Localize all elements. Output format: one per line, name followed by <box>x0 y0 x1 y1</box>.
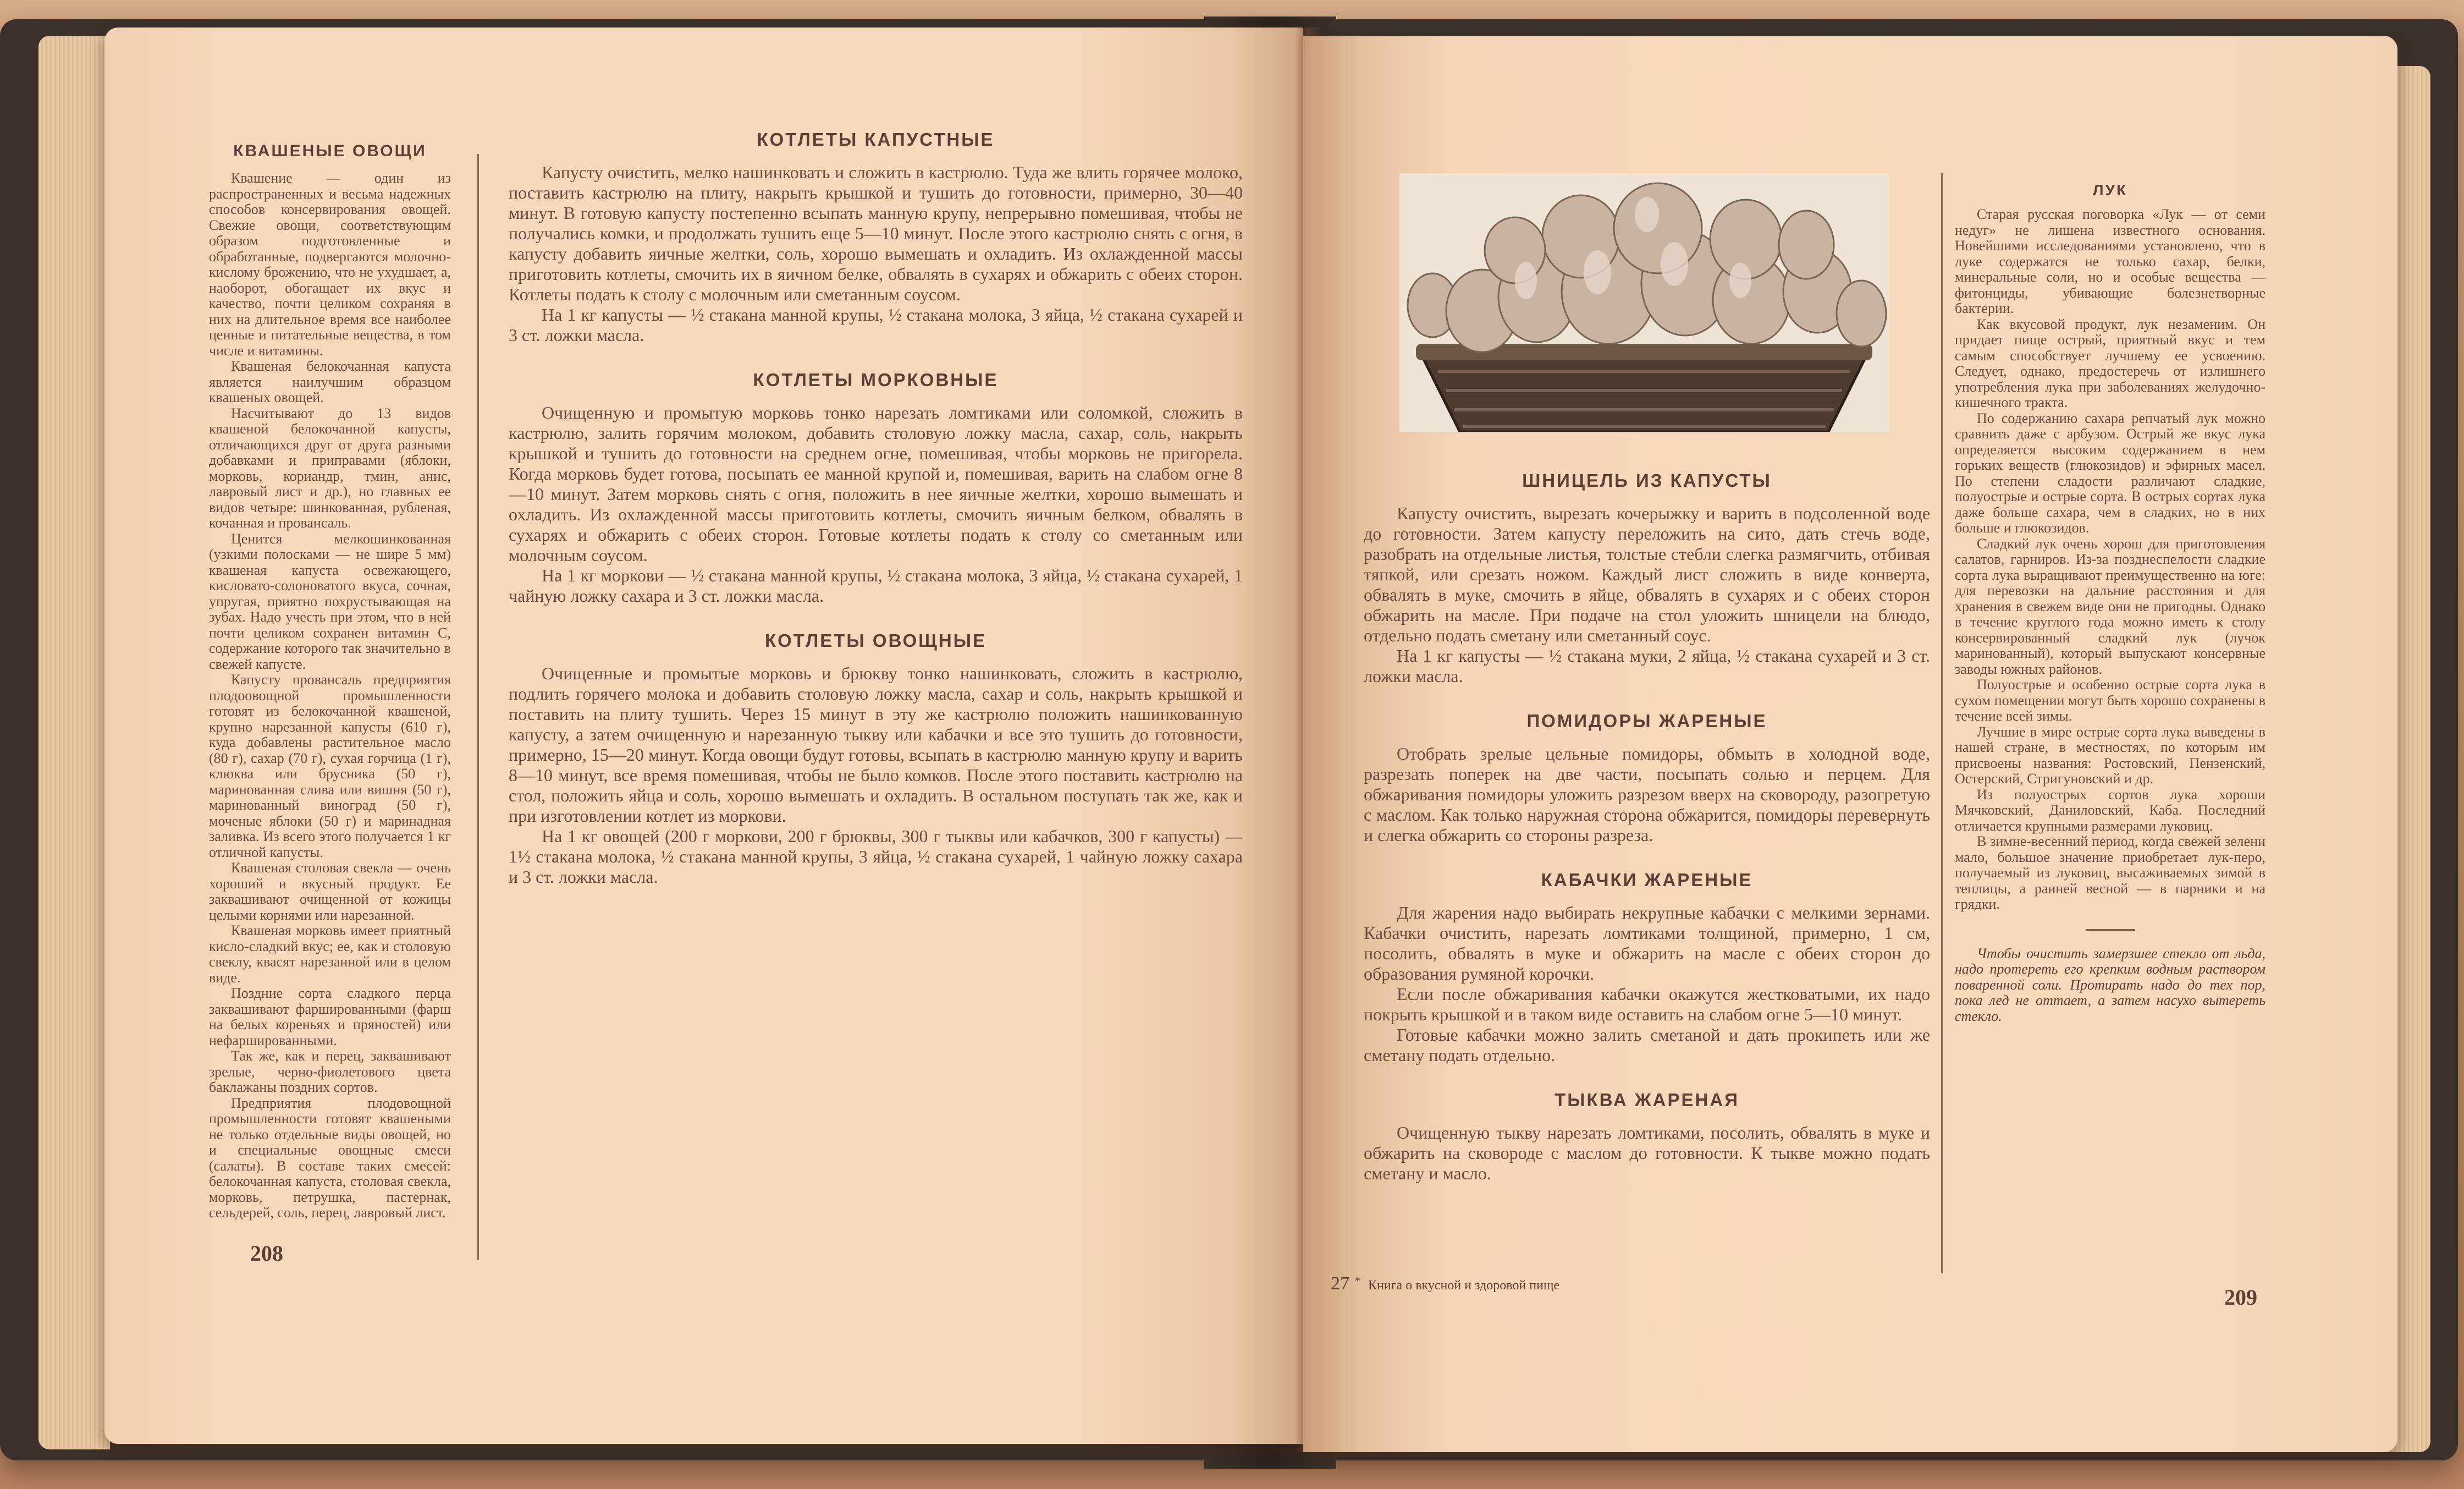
page-footer <box>1331 1273 1559 1294</box>
paragraph: По содержанию сахара репчатый лук можно сравнить даже с арбузом. Острый же вкус лука определяется высоким содержанием в нем горьких веществ (глюкозидов) и эфирных масел. По степени сладости различают сладкие, полуострые и острые сорта. В острых сортах лука даже больше сахара, чем в сладких, но в них больше и глюкозидов. <box>1955 410 2265 536</box>
recipe-section <box>509 129 1243 345</box>
separator-line <box>2086 929 2135 931</box>
paragraph: Квашеная белокочанная капуста является наилучшим образцом квашеных овощей. <box>209 358 451 405</box>
paragraph: Отобрать зрелые цельные помидоры, обмыть в холодной воде, разрезать поперек на две части, посыпать солью и перцем. Для обжаривания помидоры уложить разрезом вверх на сковороду, разогретую с маслом. Как только наружная сторона обжарится, помидоры перевернуть и слегка обжарить со стороны разреза. <box>1364 744 1930 845</box>
paragraph: На 1 кг моркови — ½ стакана манной крупы, ½ стакана молока, 3 яйца, ½ стакана сухарей, 1 чайную ложку сахара и 3 ст. ложки масла. <box>509 565 1243 606</box>
section-title: КАБАЧКИ ЖАРЕНЫЕ <box>1541 870 1753 890</box>
paragraph: Полуострые и особенно острые сорта лука в сухом помещении могут быть хорошо сохранены в течение всей зимы. <box>1955 677 2265 724</box>
recipe-section <box>1364 470 1930 686</box>
signature-superscript: * <box>1355 1275 1360 1287</box>
section-title: ЛУК <box>2092 182 2128 199</box>
paragraph: Для жарения надо выбирать некрупные кабачки с мелкими зернами. Кабачки очистить, нарезать ломтиками толщиной, примерно, 1 см, посолить, обвалять в муке и обжарить на масле с обеих сторон до образования румяной корочки. <box>1364 903 1930 983</box>
paragraph: Очищенную тыкву нарезать ломтиками, посолить, обвалять в муке и обжарить на сковороде с маслом до готовности. К тыкве можно подать сметану и масло. <box>1364 1123 1930 1183</box>
recipe-section <box>1364 870 1930 1065</box>
recipe-section <box>509 630 1243 887</box>
paragraph: На 1 кг овощей (200 г моркови, 200 г брюквы, 300 г тыквы или кабачков, 300 г капусты) — 1½ стакана молока, ½ стакана манной крупы, 3 яйца, ½ стакана сухарей, 1 чайную ложку сахара и 3 ст. ложки масла. <box>509 826 1243 887</box>
right-main-column <box>1364 470 1930 1184</box>
recipe-section <box>1364 1090 1930 1184</box>
paragraph: Квашеная морковь имеет приятный кисло-сладкий вкус; ее, как и столовую свеклу, квасят нарезанной или в целом виде. <box>209 922 451 986</box>
paragraph: Ценится мелкошинкованная (узкими полосками — не шире 5 мм) квашеная капуста освежающего, кисловато-солоноватого вкуса, сочная, упругая, приятно похрустывающая на зубах. Надо учесть при этом, что в ней почти целиком сохранен витамин С, содержание которого так значительно в свежей капусте. <box>209 530 451 672</box>
paragraph: Квашеная столовая свекла — очень хороший и вкусный продукт. Ее заквашивают очищенной от кожицы целыми корнями или нарезанной. <box>209 860 451 923</box>
section-title: ШНИЦЕЛЬ ИЗ КАПУСТЫ <box>1522 470 1772 491</box>
paragraph: Готовые кабачки можно залить сметаной и дать прокипеть или же сметану подать отдельно. <box>1364 1025 1930 1065</box>
onion-basket-photo <box>1399 173 1889 432</box>
section-title: КОТЛЕТЫ КАПУСТНЫЕ <box>757 129 995 150</box>
paragraph: Так же, как и перец, заквашивают зрелые, черно-фиолетового цвета баклажаны поздних сортов. <box>209 1048 451 1095</box>
column-divider <box>477 154 479 1260</box>
paragraph: Предприятия плодовощной промышленности готовят квашеными не только отдельные виды овощей, но и специальные овощные смеси (салаты). В составе таких смесей: белокочанная капуста, столовая свекла, морковь, петрушка, пастернак, сельдерей, соль, перец, лавровый лист. <box>209 1095 451 1221</box>
section-title: КВАШЕНЫЕ ОВОЩИ <box>233 142 427 160</box>
page-number: 208 <box>250 1241 283 1266</box>
left-main-column <box>509 129 1243 887</box>
recipe-section <box>1364 711 1930 845</box>
section-title: КОТЛЕТЫ ОВОЩНЫЕ <box>764 630 987 651</box>
paragraph: Из полуострых сортов лука хороши Мячковский, Даниловский, Каба. Последний отличается крупными размерами луковиц. <box>1955 786 2265 834</box>
paragraph: Капусту провансаль предприятия плодоовощной промышленности готовят из белокочанной квашеной, крупно нарезанной капусты (610 г), куда добавлены растительное масло (80 г), сахар (70 г), сухая горчица (1 г), клюква или брусника (50 г), маринованная слива или вишня (50 г), маринованный виноград (50 г), моченые яблоки (50 г) и маринадная заливка. Из всего этого получается 1 кг отличной капусты. <box>209 672 451 860</box>
right-page <box>1303 36 2397 1452</box>
section-title: КОТЛЕТЫ МОРКОВНЫЕ <box>753 370 999 390</box>
section-title: ТЫКВА ЖАРЕНАЯ <box>1555 1090 1739 1110</box>
paragraph: В зимне-весенний период, когда свежей зелени мало, большое значение приобретает лук-перо, получаемый из луковиц, высаживаемых зимой в теплицы, а ранней весной — в парники и на грядки. <box>1955 833 2265 912</box>
page-edges-left <box>38 36 110 1449</box>
left-sidebar-column <box>209 138 451 1221</box>
signature-mark: 27 <box>1331 1273 1349 1294</box>
paragraph: Квашение — один из распространенных и весьма надежных способов консервирования овощей. Свежие овощи, соответствующим образом подготовленные и обработанные, подвергаются молочно-кислому брожению, что не ухудшает, а, наоборот, обогащает их вкус и качество, почти целиком сохраняя в них на длительное время все наиболее ценные и питательные вещества, в том числе и витамины. <box>209 170 451 359</box>
paragraph: На 1 кг капусты — ½ стакана манной крупы, ½ стакана молока, 3 яйца, ½ стакана сухарей и 3 ст. ложки масла. <box>509 305 1243 345</box>
paragraph: Капусту очистить, мелко нашинковать и сложить в кастрюлю. Туда же влить горячее молоко, поставить кастрюлю на плиту, накрыть крышкой и тушить до готовности, примерно, 30—40 минут. В готовую капусту постепенно всыпать манную крупу, непрерывно помешивая, чтобы не получались комки, и продолжать тушить еще 5—10 минут. После этого кастрюлю снять с огня, в капусту добавить яичные желтки, соль, хорошо вымешать и охладить. Из охлажденной массы приготовить котлеты, смочить их в яичном белке, обвалять в сухарях и обжарить с обеих сторон. Котлеты подать к столу с молочным или сметанным соусом. <box>509 162 1243 304</box>
tip-note: Чтобы очистить замерзшее стекло от льда, надо протереть его крепким водным раствором поваренной соли. Протирать надо до тех пор, пока лед не оттает, а затем насухо вытереть стекло. <box>1955 945 2265 1024</box>
paragraph: Сладкий лук очень хорош для приготовления салатов, гарниров. Из-за позднеспелости сладкие сорта лука выращивают преимущественно на юге: для перевозки на дальние расстояния и для хранения в свежем виде они не пригодны. Однако в течение круглого года можно иметь к столу консервированный сладкий лук (лучок маринованный), который выпускают консервные заводы южных районов. <box>1955 535 2265 677</box>
paragraph: Капусту очистить, вырезать кочерыжку и варить в подсоленной воде до готовности. Затем капусту переложить на сито, дать стечь воде, разобрать на отдельные листья, толстые стебли слегка размягчить, отбивая тяпкой, или срезать ножом. Каждый лист сложить в виде конверта, обвалять в муке, смочить в яйце, обвалять в сухарях и с обеих сторон обжарить на масле. При подаче на стол уложить шницели на блюдо, отдельно подать сметану или сметанный соус. <box>1364 503 1930 645</box>
paragraph: На 1 кг капусты — ½ стакана муки, 2 яйца, ½ стакана сухарей и 3 ст. ложки масла. <box>1364 646 1930 686</box>
paragraph: Поздние сорта сладкого перца заквашивают фаршированными (фарш на белых кореньях и пряностей) или нефаршированными. <box>209 985 451 1048</box>
page-number: 209 <box>2224 1285 2257 1310</box>
section-title: ПОМИДОРЫ ЖАРЕНЫЕ <box>1526 711 1767 731</box>
book-title: Книга о вкусной и здоровой пище <box>1368 1278 1560 1293</box>
right-sidebar-column <box>1955 182 2265 1024</box>
paragraph: Старая русская поговорка «Лук — от семи недуг» не лишена известного основания. Новейшими исследованиями установлено, что в луке содержатся не только сахар, белки, минеральные соли, но и особые вещества — фитонциды, убивающие болезнетворные бактерии. <box>1955 206 2265 316</box>
paragraph: Очищенные и промытые морковь и брюкву тонко нашинковать, сложить в кастрюлю, подлить горячего молока и добавить столовую ложку масла, сахар и соль, накрыть крышкой и поставить на плиту тушить. Через 15 минут в эту же кастрюлю положить нашинкованную капусту, а затем очищенную и нарезанную тыкву или кабачки и все это тушить до готовности, примерно, 15—20 минут. Когда овощи будут готовы, всыпать в кастрюлю манную крупу и варить 8—10 минут, все время помешивая, чтобы не было комков. После этого поставить кастрюлю на стол, положить яйца и соль, хорошо вымешать и охладить. В остальном поступать так же, как и при изготовлении котлет из моркови. <box>509 663 1243 826</box>
paragraph: Очищенную и промытую морковь тонко нарезать ломтиками или соломкой, сложить в кастрюлю, залить горячим молоком, добавить столовую ложку масла, сахар, соль, накрыть крышкой и тушить до готовности на среднем огне, помешивая, чтобы морковь не пригорела. Когда морковь будет готова, посыпать ее манной крупой и, помешивая, варить на слабом огне 8—10 минут. Затем морковь снять с огня, положить в нее яичные желтки, хорошо вымешать и охладить. Из охлажденной массы приготовить котлеты, смочить яичным белком, обвалять в сухарях и обжарить с обеих сторон. Готовые котлеты подать к столу со сметанным или молочным соусом. <box>509 403 1243 565</box>
left-page <box>104 28 1303 1444</box>
column-divider <box>1941 173 1943 1273</box>
recipe-section <box>509 370 1243 606</box>
paragraph: Как вкусовой продукт, лук незаменим. Он придает пище острый, приятный вкус и тем самым способствует лучшему ее усвоению. Следует, однако, предостеречь от излишнего употребления лука при заболеваниях желудочно-кишечного тракта. <box>1955 316 2265 410</box>
paragraph: Насчитывают до 13 видов квашеной белокочанной капусты, отличающихся друг от друга разными добавками и приправами (яблоки, морковь, кориандр, тмин, анис, лавровый лист и др.), но главных ее видов четыре: шинкованная, рубленая, кочанная и провансаль. <box>209 405 451 531</box>
paragraph: Если после обжаривания кабачки окажутся жестковатыми, их надо покрыть крышкой и в таком виде оставить на слабом огне 5—10 минут. <box>1364 984 1930 1024</box>
paragraph: Лучшие в мире острые сорта лука выведены в нашей стране, в местностях, по которым им присвоены названия: Ростовский, Пензенский, Остерский, Стригуновский и др. <box>1955 723 2265 787</box>
